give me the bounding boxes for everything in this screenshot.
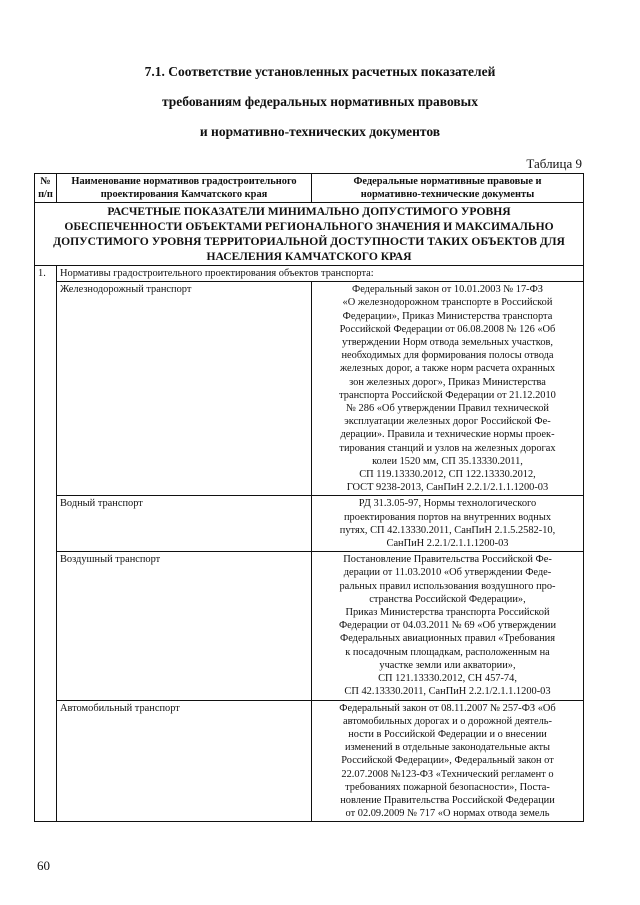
doc-line: транспорта Российской Федерации от 21.12.2010 bbox=[339, 389, 556, 401]
group-row bbox=[35, 266, 584, 282]
header-num-line: № bbox=[40, 176, 51, 187]
table-row bbox=[35, 700, 584, 822]
doc-line: участке земли или акватории», bbox=[379, 659, 516, 671]
doc-line: изменений в отдельные законодательные акты bbox=[344, 742, 551, 754]
doc-line: ГОСТ 9238-2013, СанПиН 2.2.1/2.1.1.1200-03 bbox=[346, 482, 549, 494]
empty-num-cell bbox=[35, 282, 57, 496]
table-header-row bbox=[35, 174, 584, 203]
row-docs bbox=[312, 700, 584, 822]
row-name: Воздушный транспорт bbox=[57, 552, 312, 700]
table-row bbox=[35, 552, 584, 700]
row-docs bbox=[312, 496, 584, 552]
section-row bbox=[35, 203, 584, 266]
doc-line: 22.07.2008 №123-ФЗ «Технический регламент о bbox=[341, 768, 554, 780]
empty-num-cell bbox=[35, 700, 57, 822]
section-heading bbox=[35, 203, 584, 266]
doc-line: автомобильных дорогах и о дорожной деятель- bbox=[343, 715, 552, 727]
doc-line: требованиях пожарной безопасности», Поста- bbox=[345, 781, 550, 793]
row-docs bbox=[312, 282, 584, 496]
row-name: Автомобильный транспорт bbox=[57, 700, 312, 822]
header-name-line: Наименование нормативов градостроительного bbox=[71, 176, 297, 187]
doc-line: «О железнодорожном транспорте в Российской bbox=[342, 297, 553, 309]
group-number: 1. bbox=[35, 266, 57, 282]
doc-line: проектирования портов на внутренних водных bbox=[343, 511, 552, 523]
doc-line: путях, СП 42.13330.2011, СанПиН 2.1.5.2582-10, bbox=[339, 524, 556, 536]
doc-line: к посадочным площадкам, расположенным на bbox=[345, 646, 550, 658]
doc-line: ности в Российской Федерации и о внесении bbox=[348, 728, 547, 740]
group-label: Нормативы градостроительного проектирования объектов транспорта: bbox=[57, 266, 584, 282]
row-docs bbox=[312, 552, 584, 700]
doc-line: СанПиН 2.2.1/2.1.1.1200-03 bbox=[386, 538, 509, 550]
section-heading-line: РАСЧЕТНЫЕ ПОКАЗАТЕЛИ МИНИМАЛЬНО ДОПУСТИМОГО УРОВНЯ bbox=[107, 205, 511, 218]
empty-num-cell bbox=[35, 552, 57, 700]
section-heading-line: НАСЕЛЕНИЯ КАМЧАТСКОГО КРАЯ bbox=[206, 250, 412, 263]
section-heading-line: ОБЕСПЕЧЕННОСТИ ОБЪЕКТАМИ РЕГИОНАЛЬНОГО ЗНАЧЕНИЯ И МАКСИМАЛЬНО bbox=[64, 220, 554, 233]
header-num bbox=[35, 174, 57, 203]
page-number: 60 bbox=[37, 858, 50, 873]
doc-line: дерации от 11.03.2010 «Об утверждении Феде- bbox=[343, 567, 552, 579]
doc-line: Российской Федерации от 06.08.2008 № 126 «Об bbox=[339, 323, 556, 335]
doc-line: Федеральный закон от 10.01.2003 № 17-ФЗ bbox=[351, 284, 544, 296]
norms-table bbox=[34, 173, 584, 822]
table-row bbox=[35, 282, 584, 496]
table-row bbox=[35, 496, 584, 552]
doc-line: Постановление Правительства Российской Фе- bbox=[343, 554, 552, 566]
doc-line: тирования станций и узлов на железных дорогах bbox=[339, 442, 556, 454]
doc-line: дерации». Правила и технические нормы проек- bbox=[340, 429, 555, 441]
doc-line: Приказ Министерства транспорта Российской bbox=[345, 607, 550, 619]
doc-line: новление Правительства Российской Федерации bbox=[340, 794, 555, 806]
header-docs bbox=[312, 174, 584, 203]
header-docs-line: нормативно-технические документы bbox=[360, 189, 535, 200]
doc-line: РД 31.3.05-97, Нормы технологического bbox=[358, 498, 537, 510]
doc-line: странства Российской Федерации», bbox=[369, 593, 526, 605]
title-line-3: и нормативно-технических документов bbox=[199, 124, 441, 139]
doc-line: Федерации от 04.03.2011 № 69 «Об утверждении bbox=[338, 620, 557, 632]
row-name: Железнодорожный транспорт bbox=[57, 282, 312, 496]
header-num-line: п/п bbox=[38, 189, 53, 200]
header-name-line: проектирования Камчатского края bbox=[100, 189, 268, 200]
doc-line: колеи 1520 мм, СП 35.13330.2011, bbox=[372, 455, 523, 467]
doc-line: Федеральных авиационных правил «Требования bbox=[340, 633, 555, 645]
doc-line: необходимых для формирования полосы отвода bbox=[341, 350, 554, 362]
doc-line: зон железных дорог», Приказ Министерства bbox=[349, 376, 546, 388]
header-name bbox=[57, 174, 312, 203]
doc-line: утверждении Норм отвода земельных участков, bbox=[341, 337, 554, 349]
doc-line: Российской Федерации», Федеральный закон от bbox=[341, 755, 554, 767]
row-name: Водный транспорт bbox=[57, 496, 312, 552]
doc-line: эксплуатации железных дорог Российской Фе- bbox=[344, 416, 551, 428]
section-title bbox=[40, 57, 600, 147]
section-heading-line: ДОПУСТИМОГО УРОВНЯ ТЕРРИТОРИАЛЬНОЙ ДОСТУПНОСТИ ТАКИХ ОБЪЕКТОВ ДЛЯ bbox=[53, 235, 565, 248]
title-line-2: требованиям федеральных нормативных правовых bbox=[162, 94, 478, 109]
doc-line: Федерации», Приказ Министерства транспорта bbox=[342, 310, 553, 322]
doc-line: Федеральный закон от 08.11.2007 № 257-ФЗ «Об bbox=[339, 702, 556, 714]
doc-line: СП 42.13330.2011, СанПиН 2.2.1/2.1.1.1200-03 bbox=[344, 686, 551, 698]
doc-line: от 02.09.2009 № 717 «О нормах отвода земель bbox=[345, 808, 550, 820]
title-line-1: 7.1. Соответствие установленных расчетных показателей bbox=[144, 64, 496, 79]
doc-line: железных дорог, а также норм расчета охранных bbox=[339, 363, 556, 375]
header-docs-line: Федеральные нормативные правовые и bbox=[353, 176, 542, 187]
doc-line: СП 119.13330.2012, СП 122.13330.2012, bbox=[359, 469, 536, 481]
doc-line: СП 121.13330.2012, СН 457-74, bbox=[378, 673, 517, 685]
empty-num-cell bbox=[35, 496, 57, 552]
table-label: Таблица 9 bbox=[526, 156, 582, 171]
doc-line: № 286 «Об утверждении Правил технической bbox=[346, 403, 549, 415]
doc-line: ральных правил использования воздушного про- bbox=[339, 580, 556, 592]
